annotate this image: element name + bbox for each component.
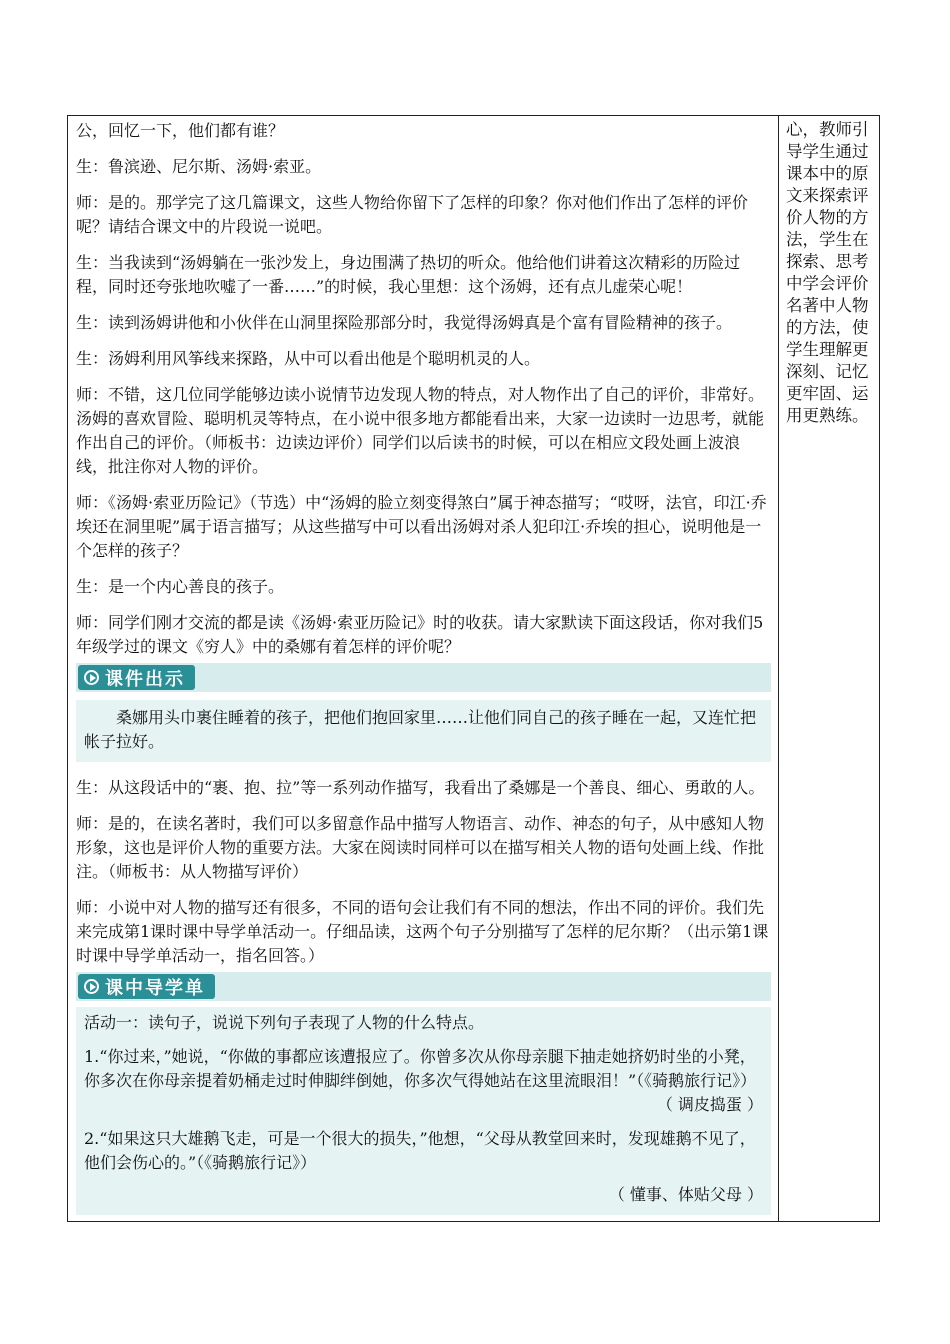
banner-label: 课件出示 xyxy=(105,668,185,690)
paragraph: 生：是一个内心善良的孩子。 xyxy=(76,577,285,596)
activity-box xyxy=(76,1007,771,1215)
activity-answer-2: （ 懂事、体贴父母 ） xyxy=(608,1185,763,1204)
paragraph: 师：同学们刚才交流的都是读《汤姆·索亚历险记》时的收获。请大家默读下面这段话，你对我们5年级学过的课文《穷人》中的桑娜有着怎样的评价呢？ xyxy=(76,613,764,656)
paragraph: 生：读到汤姆讲他和小伙伴在山洞里探险那部分时，我觉得汤姆真是个富有冒险精神的孩子。 xyxy=(76,313,733,332)
column-divider xyxy=(778,116,779,1221)
paragraph: 师：是的，在读名著时，我们可以多留意作品中描写人物语言、动作、神态的句子，从中感知人物形象，这也是评价人物的重要方法。大家在阅读时同样可以在描写相关人物的语句处画上线、作批注。（师板书：从人物描写评价） xyxy=(76,814,765,881)
paragraph: 师：不错，这几位同学能够边读小说情节边发现人物的特点，对人物作出了自己的评价，非常好。汤姆的喜欢冒险、聪明机灵等特点，在小说中很多地方都能看出来，大家一边读时一边思考，就能作出自己的评价。（师板书：边读边评价）同学们以后读书的时候，可以在相应文段处画上波浪线，批注你对人物的评价。 xyxy=(76,385,765,476)
quote-text: 桑娜用头巾裹住睡着的孩子，把他们抱回家里……让他们同自己的孩子睡在一起，又连忙把帐子拉好。 xyxy=(84,708,757,751)
paragraph: 师：小说中对人物的描写还有很多，不同的语句会让我们有不同的想法，作出不同的评价。我们先来完成第1课时课中导学单活动一。仔细品读，这两个句子分别描写了怎样的尼尔斯？（出示第1课时课中导学单活动一，指名回答。） xyxy=(76,898,769,965)
guide-tag xyxy=(78,974,215,999)
paragraph: 公，回忆一下，他们都有谁？ xyxy=(76,121,285,140)
main-column xyxy=(76,116,771,1229)
paragraph: 生：当我读到“汤姆躺在一张沙发上，身边围满了热切的听众。他给他们讲着这次精彩的历险过程，同时还夸张地吹嘘了一番……”的时候，我心里想：这个汤姆，还有点儿虚荣心呢！ xyxy=(76,253,741,296)
quote-box xyxy=(76,700,771,762)
paragraph: 生：从这段话中的“裹、抱、拉”等一系列动作描写，我看出了桑娜是一个善良、细心、勇敢的人。 xyxy=(76,778,765,797)
courseware-banner xyxy=(76,663,771,692)
activity-title: 活动一：读句子，说说下列句子表现了人物的什么特点。 xyxy=(84,1013,485,1032)
activity-item-1: 1.“你过来，”她说，“你做的事都应该遭报应了。你曾多次从你母亲腿下抽走她挤奶时坐的小凳，你多次在你母亲提着奶桶走过时伸脚绊倒她，你多次气得她站在这里流眼泪！”（《骑鹅旅行记》） xyxy=(84,1047,757,1090)
lesson-table xyxy=(67,115,880,1222)
activity-item-2: 2.“如果这只大雄鹅飞走，可是一个很大的损失，”他想，“父母从教堂回来时，发现雄鹅不见了，他们会伤心的。”（《骑鹅旅行记》） xyxy=(84,1129,756,1172)
paragraph: 生：鲁滨逊、尼尔斯、汤姆·索亚。 xyxy=(76,157,322,176)
guide-banner xyxy=(76,972,771,1001)
notes-column xyxy=(786,116,874,427)
play-icon xyxy=(84,670,99,685)
play-icon xyxy=(84,979,99,994)
activity-answer-1: （ 调皮捣蛋 ） xyxy=(656,1095,763,1114)
courseware-tag xyxy=(78,665,195,690)
paragraph: 师：《汤姆·索亚历险记》（节选）中“汤姆的脸立刻变得煞白”属于神态描写；“哎呀，法官，印江·乔埃还在洞里呢”属于语言描写；从这些描写中可以看出汤姆对杀人犯印江·乔埃的担心，说明他是一个怎样的孩子？ xyxy=(76,493,767,560)
paragraph: 师：是的。那学完了这几篇课文，这些人物给你留下了怎样的印象？你对他们作出了怎样的评价呢？请结合课文中的片段说一说吧。 xyxy=(76,193,749,236)
paragraph: 生：汤姆利用风筝线来探路，从中可以看出他是个聪明机灵的人。 xyxy=(76,349,541,368)
banner-label: 课中导学单 xyxy=(105,977,205,999)
side-note: 心，教师引导学生通过课本中的原文来探索评价人物的方法，学生在探索、思考中学会评价名著中人物的方法，使学生理解更深刻、记忆更牢固、运用更熟练。 xyxy=(786,120,869,425)
